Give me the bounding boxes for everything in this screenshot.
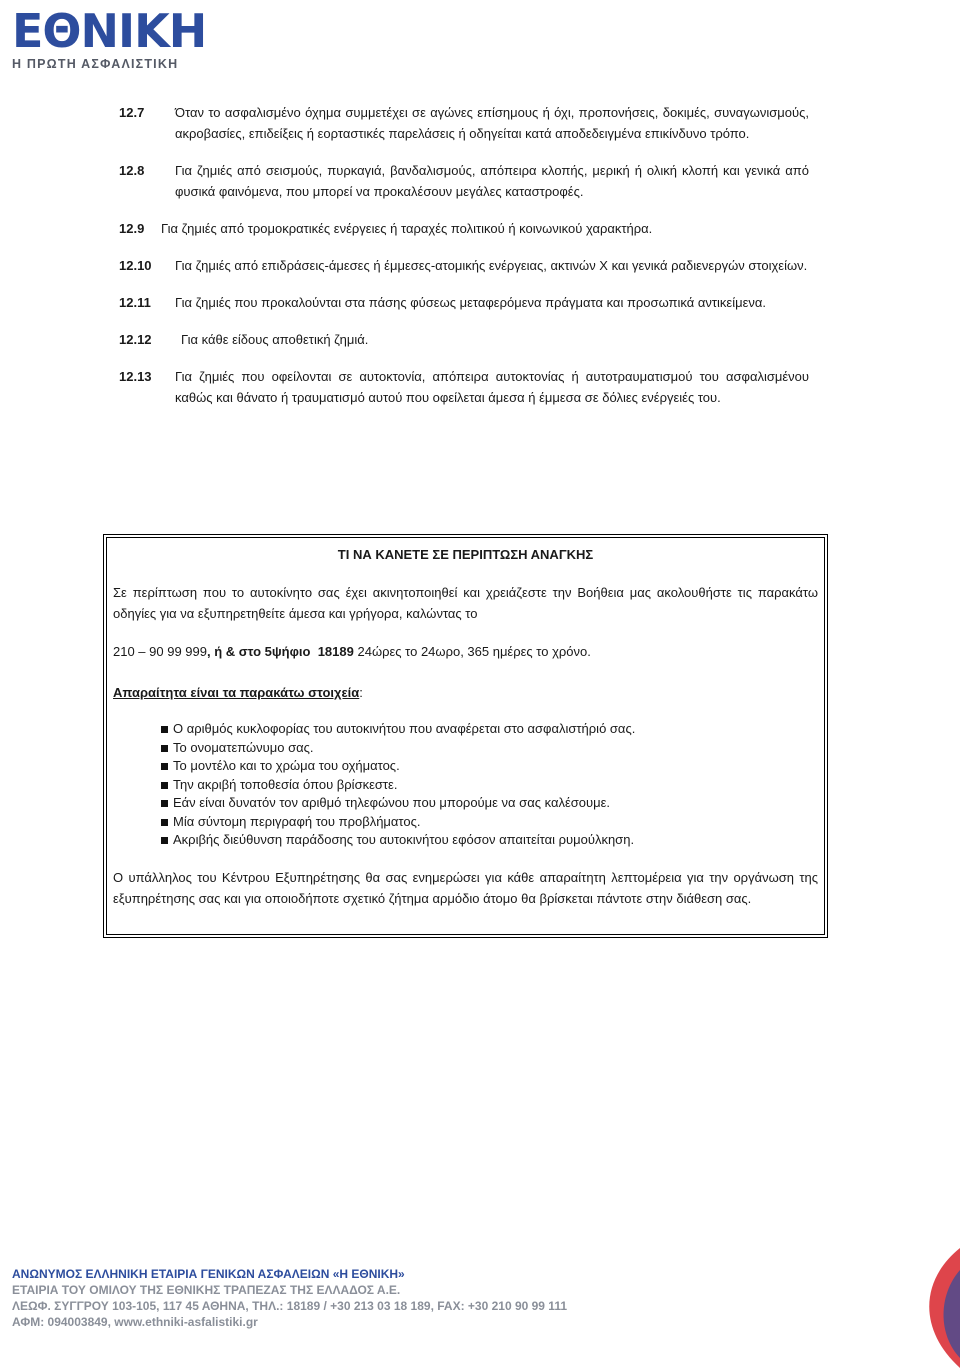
clause-number: 12.11	[119, 295, 151, 310]
clause-text: Όταν το ασφαλισμένο όχημα συμμετέχει σε αγώνες επίσημους ή όχι, προπονήσεις, δοκιμές, συναγωνισμούς, ακροβασίες, επιδείξεις ή εορταστικές παρελάσεις ή οδηγείται κατά αποδεδειγμένα επικίνδυνο τρόπο.	[175, 105, 809, 141]
list-item: Το μοντέλο και το χρώμα του οχήματος.	[173, 757, 818, 776]
clause-12-12	[119, 329, 809, 350]
phone-main: 210 – 90 99 999	[113, 644, 207, 659]
requirements-colon: :	[359, 685, 363, 700]
list-item: Ακριβής διεύθυνση παράδοσης του αυτοκινήτου εφόσον απαιτείται ρυμούλκηση.	[173, 831, 818, 850]
emergency-phone-line	[113, 641, 818, 662]
clause-number: 12.7	[119, 105, 145, 120]
clause-text: Για ζημιές από τρομοκρατικές ενέργειες ή ταραχές πολιτικού ή κοινωνικού χαρακτήρα.	[161, 221, 653, 236]
emergency-box	[103, 534, 828, 938]
logo-tagline: Η ΠΡΩΤΗ ΑΣΦΑΛΙΣΤΙΚΗ	[12, 57, 179, 71]
clause-text: Για ζημιές από σεισμούς, πυρκαγιά, βανδαλισμούς, απόπειρα κλοπής, μερική ή ολική κλοπή και γενικά από φυσικά φαινόμενα, που μπορεί να προκαλέσουν μεγάλες καταστροφές.	[175, 163, 809, 199]
brand-swoosh-graphic	[900, 1240, 960, 1368]
requirements-list	[113, 720, 818, 850]
clause-12-11	[119, 292, 809, 313]
list-item: Μία σύντομη περιγραφή του προβλήματος.	[173, 813, 818, 832]
company-footer	[12, 1266, 572, 1330]
clause-12-7	[119, 102, 809, 144]
emergency-closing: Ο υπάλληλος του Κέντρου Εξυπηρέτησης θα σας ενημερώσει για κάθε απαραίτητη λεπτομέρεια για την οργάνωση της εξυπηρέτησης σας και για οποιοδήποτε σχετικό ζήτημα αρμόδιο άτομο θα βρίσκεται πάντοτε στην διάθεση σας.	[113, 869, 818, 906]
list-item: Ο αριθμός κυκλοφορίας του αυτοκινήτου που αναφέρεται στο ασφαλιστήριό σας.	[173, 720, 818, 739]
clause-12-9	[119, 218, 809, 239]
phone-separator: , ή & στο 5ψήφιο	[206, 644, 311, 659]
footer-vat-web: ΑΦΜ: 094003849, www.ethniki-asfalistiki.gr	[12, 1315, 258, 1329]
exclusion-clauses	[119, 102, 809, 424]
clause-text: Για ζημιές από επιδράσεις-άμεσες ή έμμεσες-ατομικής ενέργειας, ακτινών Χ και γενικά ραδιενεργών στοιχείων.	[175, 258, 808, 273]
clause-number: 12.13	[119, 369, 152, 384]
clause-12-8	[119, 160, 809, 202]
list-item: Εάν είναι δυνατόν τον αριθμό τηλεφώνου που μπορούμε να σας καλέσουμε.	[173, 794, 818, 813]
list-item: Το ονοματεπώνυμο σας.	[173, 739, 818, 758]
emergency-title: ΤΙ ΝΑ ΚΑΝΕΤΕ ΣΕ ΠΕΡΙΠΤΩΣΗ ΑΝΑΓΚΗΣ	[337, 547, 594, 562]
clause-text: Για ζημιές που προκαλούνται στα πάσης φύσεως μεταφερόμενα πράγματα και προσωπικά αντικείμενα.	[175, 295, 766, 310]
clause-12-10	[119, 255, 809, 276]
clause-12-13	[119, 366, 809, 408]
requirements-heading	[113, 682, 818, 703]
phone-short: 18189	[317, 644, 354, 659]
clause-number: 12.12	[119, 332, 152, 347]
footer-address: ΛΕΩΦ. ΣΥΓΓΡΟΥ 103-105, 117 45 ΑΘΗΝΑ, ΤΗΛ.: 18189 / +30 213 03 18 189, FAX: +30 210 90 99 111	[12, 1299, 568, 1313]
clause-number: 12.9	[119, 221, 145, 236]
footer-company-name: ΑΝΩΝΥΜΟΣ ΕΛΛΗΝΙΚΗ ΕΤΑΙΡΙΑ ΓΕΝΙΚΩΝ ΑΣΦΑΛΕΙΩΝ «Η ΕΘΝΙΚΗ»	[12, 1267, 405, 1281]
phone-hours: 24ώρες το 24ωρο, 365 ημέρες το χρόνο.	[357, 644, 591, 659]
list-item: Την ακριβή τοποθεσία όπου βρίσκεστε.	[173, 776, 818, 795]
clause-text: Για ζημιές που οφείλονται σε αυτοκτονία, απόπειρα αυτοκτονίας ή αυτοτραυματισμού του ασφαλισμένου καθώς και θάνατο ή τραυματισμό αυτού που οφείλεται άμεσα ή έμμεσα σε δόλιες ενέργειές του.	[175, 369, 809, 405]
emergency-intro: Σε περίπτωση που το αυτοκίνητο σας έχει ακινητοποιηθεί και χρειάζεστε την Βοήθεια μας ακολουθήστε τις παρακάτω οδηγίες για να εξυπηρετηθείτε άμεσα και γρήγορα, καλώντας το	[113, 585, 818, 621]
requirements-title: Απαραίτητα είναι τα παρακάτω στοιχεία	[113, 685, 360, 700]
logo-wordmark: ΕΘΝΙΚΗ	[12, 4, 207, 58]
footer-group: ΕΤΑΙΡΙΑ ΤΟΥ ΟΜΙΛΟΥ ΤΗΣ ΕΘΝΙΚΗΣ ΤΡΑΠΕΖΑΣ ΤΗΣ ΕΛΛΑΔΟΣ Α.Ε.	[12, 1283, 401, 1297]
clause-number: 12.10	[119, 258, 152, 273]
clause-number: 12.8	[119, 163, 145, 178]
clause-text: Για κάθε είδους αποθετική ζημιά.	[181, 332, 369, 347]
company-logo	[12, 4, 232, 71]
